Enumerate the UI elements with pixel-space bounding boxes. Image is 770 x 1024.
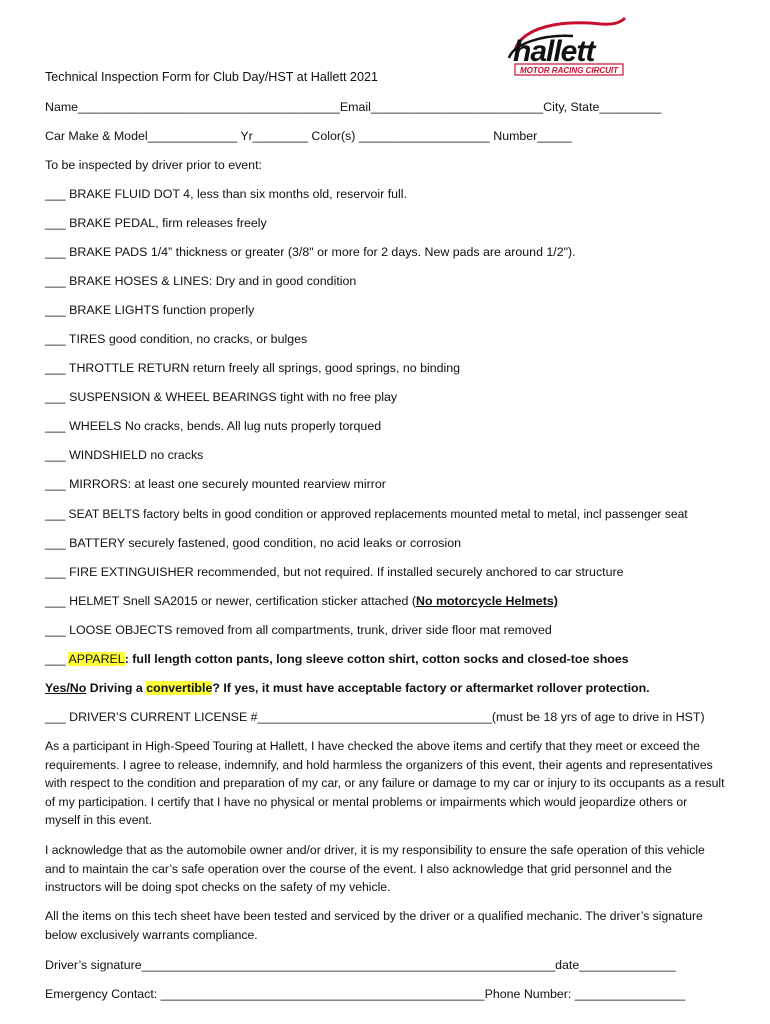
checklist-item[interactable]: ___ THROTTLE RETURN return freely all springs, good springs, no binding (45, 361, 461, 375)
license-row[interactable]: ___ DRIVER’S CURRENT LICENSE #__________________________________(must be 18 yrs of age to drive in HST) (45, 710, 705, 724)
checklist-item[interactable]: ___ SEAT BELTS factory belts in good condition or approved replacements mounted metal to metal, incl passenger seat (45, 507, 688, 521)
yes-no-choice[interactable]: Yes/No (45, 681, 87, 695)
convertible-text: Driving a (86, 681, 147, 695)
compliance-paragraph: All the items on this tech sheet have been tested and serviced by the driver or a qualified mechanic. The driver’s signature below exclusively warrants compliance. (45, 909, 703, 942)
emergency-contact-row[interactable]: Emergency Contact: _______________________________________________Phone Number: ________________ (45, 987, 686, 1001)
convertible-rule: ? If yes, it must have acceptable factory or aftermarket rollover protection. (212, 681, 650, 695)
name-email-city-row[interactable]: Name______________________________________Email_________________________City, State_________ (45, 100, 662, 114)
checklist-item-apparel[interactable] (45, 651, 629, 667)
checklist-item[interactable]: ___ BRAKE FLUID DOT 4, less than six months old, reservoir full. (45, 187, 407, 201)
checklist-item[interactable]: ___ BRAKE PEDAL, firm releases freely (45, 216, 267, 230)
checklist-item[interactable]: ___ MIRRORS: at least one securely mounted rearview mirror (45, 477, 386, 491)
car-details-row[interactable]: Car Make & Model_____________ Yr________ Color(s) ___________________ Number_____ (45, 129, 572, 143)
form-title: Technical Inspection Form for Club Day/HST at Hallett 2021 (45, 70, 378, 84)
signature-row[interactable]: Driver’s signature____________________________________________________________date______________ (45, 958, 676, 972)
checklist-item[interactable]: ___ BRAKE LIGHTS function properly (45, 303, 255, 317)
apparel-blank: ___ (45, 652, 69, 666)
checklist-item[interactable]: ___ BRAKE PADS 1/4” thickness or greater (3/8" or more for 2 days. New pads are around 1/2"). (45, 245, 576, 259)
apparel-requirements: : full length cotton pants, long sleeve cotton shirt, cotton socks and closed-toe shoes (124, 652, 629, 666)
hallett-logo-graphic (503, 14, 633, 80)
helmet-text: ___ HELMET Snell SA2015 or newer, certification sticker attached ( (45, 594, 416, 608)
checklist-item[interactable]: ___ FIRE EXTINGUISHER recommended, but not required. If installed securely anchored to car structure (45, 565, 624, 579)
checklist-item[interactable]: ___ BRAKE HOSES & LINES: Dry and in good condition (45, 274, 357, 288)
svg-text:MOTOR RACING CIRCUIT: MOTOR RACING CIRCUIT (519, 66, 619, 75)
checklist-item[interactable]: ___ SUSPENSION & WHEEL BEARINGS tight with no free play (45, 390, 398, 404)
helmet-warning: No motorcycle Helmets) (416, 594, 558, 608)
checklist-item[interactable]: ___ WINDSHIELD no cracks (45, 448, 204, 462)
checklist-item-helmet[interactable] (45, 593, 558, 609)
checklist-item[interactable]: ___ WHEELS No cracks, bends. All lug nuts properly torqued (45, 419, 382, 433)
checklist-item[interactable]: ___ BATTERY securely fastened, good condition, no acid leaks or corrosion (45, 536, 462, 550)
checklist-item[interactable]: ___ LOOSE OBJECTS removed from all compartments, trunk, driver side floor mat removed (45, 623, 552, 637)
hallett-logo (503, 14, 633, 80)
convertible-word: convertible (146, 681, 213, 695)
convertible-question[interactable] (45, 680, 650, 696)
owner-acknowledgement-paragraph: I acknowledge that as the automobile owner and/or driver, it is my responsibility to ensure the safe operation of this vehicle and to maintain the car’s safe operation over the course of the event. I also acknowledge that grid personnel and the instructors will be doing spot checks on the safety of my vehicle. (45, 843, 705, 894)
release-paragraph: As a participant in High-Speed Touring at Hallett, I have checked the above items and certify that they meet or exceed the requirements. I agree to release, indemnify, and hold harmless the organizers of this event, their agents and representatives with respect to the condition and preparation of my car, or any failure or damage to my car or injury to its occupants as a result of my participation. I certify that I have no physical or mental problems or impairments which would jeopardize others or myself in this event. (45, 739, 725, 827)
svg-text:hallett: hallett (513, 35, 595, 68)
apparel-label: APPAREL (68, 652, 125, 666)
checklist-item[interactable]: ___ TIRES good condition, no cracks, or bulges (45, 332, 308, 346)
inspection-intro: To be inspected by driver prior to event: (45, 158, 262, 172)
